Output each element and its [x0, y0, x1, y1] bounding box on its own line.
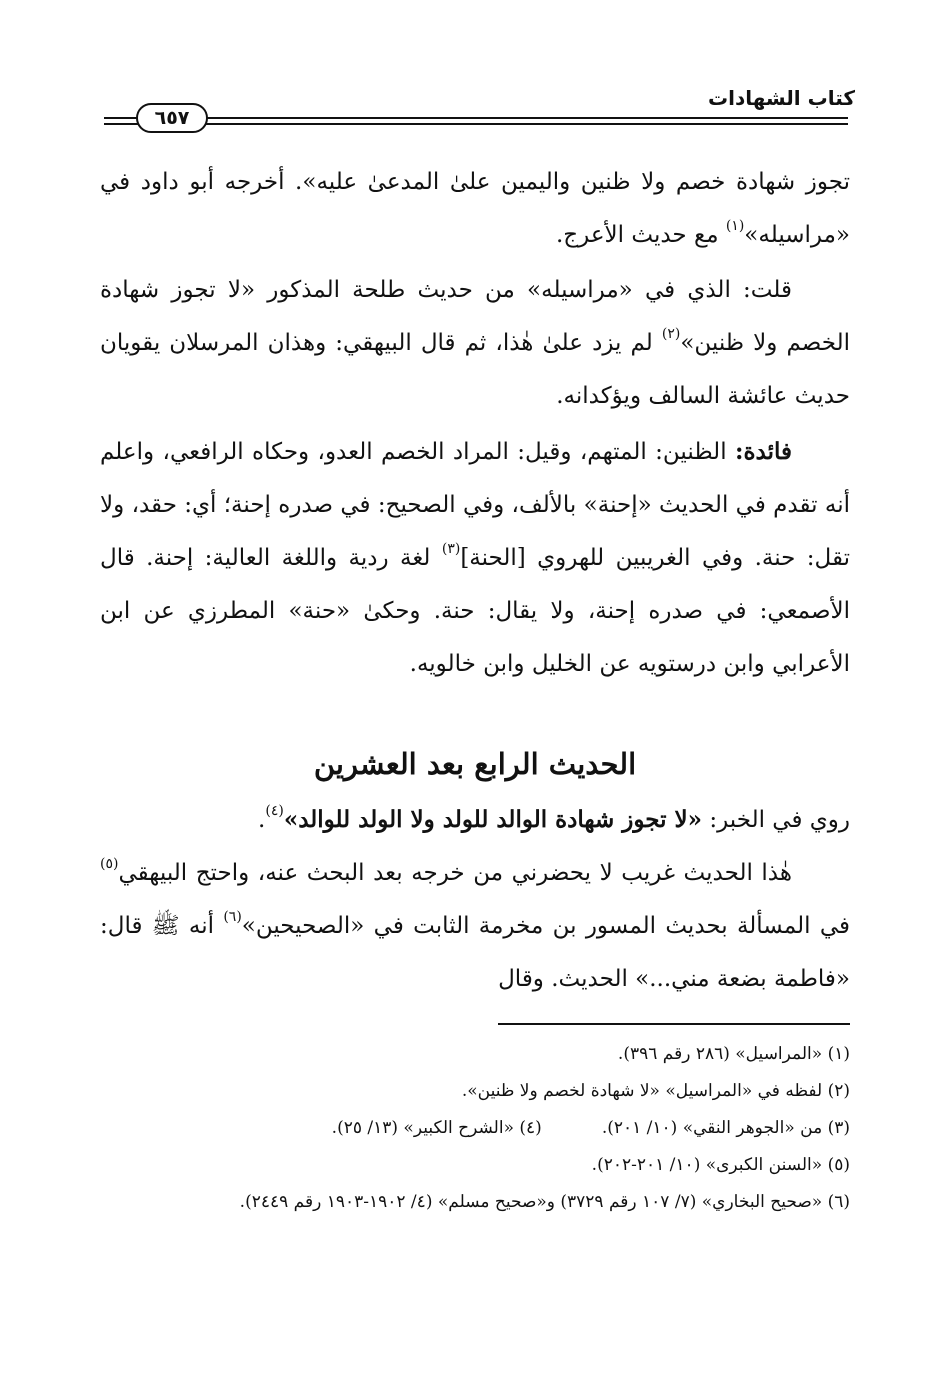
page-number: ٦٥٧ [136, 103, 208, 133]
footnote-ref-2: (٢) [661, 326, 681, 342]
footnote-3-4 [104, 1110, 850, 1147]
section-p1-end: . [258, 807, 266, 833]
body-text [100, 156, 850, 691]
section-p2-end: أنه ﷺ قال: «فاطمة بضعة مني...» الحديث. وقال [100, 913, 850, 992]
footnote-1: (١) «المراسيل» (٢٨٦ رقم ٣٩٦). [617, 1044, 850, 1064]
section-heading: الحديث الرابع بعد العشرين [313, 747, 637, 781]
footnote-6: (٦) «صحيح البخاري» (٧/ ١٠٧ رقم ٣٧٢٩) و«صحيح مسلم» (٤/ ١٩٠٢-١٩٠٣ رقم ٢٤٤٩). [239, 1192, 850, 1212]
running-title: كتاب الشهادات [707, 86, 855, 110]
paragraph-1-text: تجوز شهادة خصم ولا ظنين واليمين علىٰ المدعىٰ عليه». أخرجه أبو داود في «مراسيله» [100, 169, 850, 248]
footnote-2: (٢) لفظه في «المراسيل» «لا شهادة لخصم ولا ظنين». [461, 1081, 850, 1101]
footnote-5: (٥) «السنن الكبرى» (١٠/ ٢٠١-٢٠٢). [591, 1155, 850, 1175]
paragraph-2-end: لم يزد علىٰ هٰذا، ثم قال البيهقي: وهذان المرسلان يقويان حديث عائشة السالف ويؤكدانه. [100, 330, 850, 409]
paragraph-2 [100, 264, 850, 423]
paragraph-2-text: قلت: الذي في «مراسيله» من حديث طلحة المذكور «لا تجوز شهادة الخصم ولا ظنين» [100, 277, 850, 356]
section-paragraph-1 [100, 793, 850, 847]
footnote-separator [498, 1023, 850, 1025]
section-p2-text: هٰذا الحديث غريب لا يحضرني من خرجه بعد البحث عنه، واحتج البيهقي [118, 860, 792, 886]
footnote-ref-5: (٥) [100, 856, 119, 872]
section-paragraph-2 [100, 847, 850, 1006]
paragraph-3-text: الظنين: المتهم، وقيل: المراد الخصم العدو، وحكاه الرافعي، واعلم أنه تقدم في الحديث «إحنة» بالألف، وفي الصحيح: في صدره إحنة؛ أي: حقد، ولا تقل: حنة. وفي الغريبين للهروي [الحنة] [100, 439, 850, 571]
footnotes [104, 1036, 850, 1221]
hadith-quote: «لا تجوز شهادة الوالد للولد ولا الولد للوالد» [283, 806, 703, 833]
section-p1-start: روي في الخبر: [702, 807, 850, 833]
footnote-ref-3: (٣) [441, 541, 461, 557]
paragraph-1-end: مع حديث الأعرج. [555, 222, 726, 248]
footnote-3: (٣) من «الجوهر النقي» (١٠/ ٢٠١). [601, 1118, 850, 1138]
footnote-ref-4: (٤) [265, 803, 284, 819]
section-p2-mid: في المسألة بحديث المسور بن مخرمة الثابت في «الصحيحين» [241, 913, 850, 939]
paragraph-benefit [100, 425, 850, 691]
footnote-ref-1: (١) [725, 218, 745, 234]
paragraph-3-end: لغة ردية واللغة العالية: إحنة. قال الأصمعي: في صدره إحنة، ولا يقال: حنة. وحكىٰ «حنة» المطرزي عن ابن الأعرابي وابن درستويه عن الخليل وابن خالويه. [100, 545, 850, 677]
paragraph-1 [100, 156, 850, 262]
header-rule-top [104, 117, 848, 119]
header-rule-bottom [104, 123, 848, 125]
footnote-4: (٤) «الشرح الكبير» (١٣/ ٢٥). [331, 1118, 542, 1138]
benefit-label: فائدة: [734, 438, 792, 465]
section-body [100, 793, 850, 1006]
footnote-ref-6: (٦) [223, 909, 242, 925]
